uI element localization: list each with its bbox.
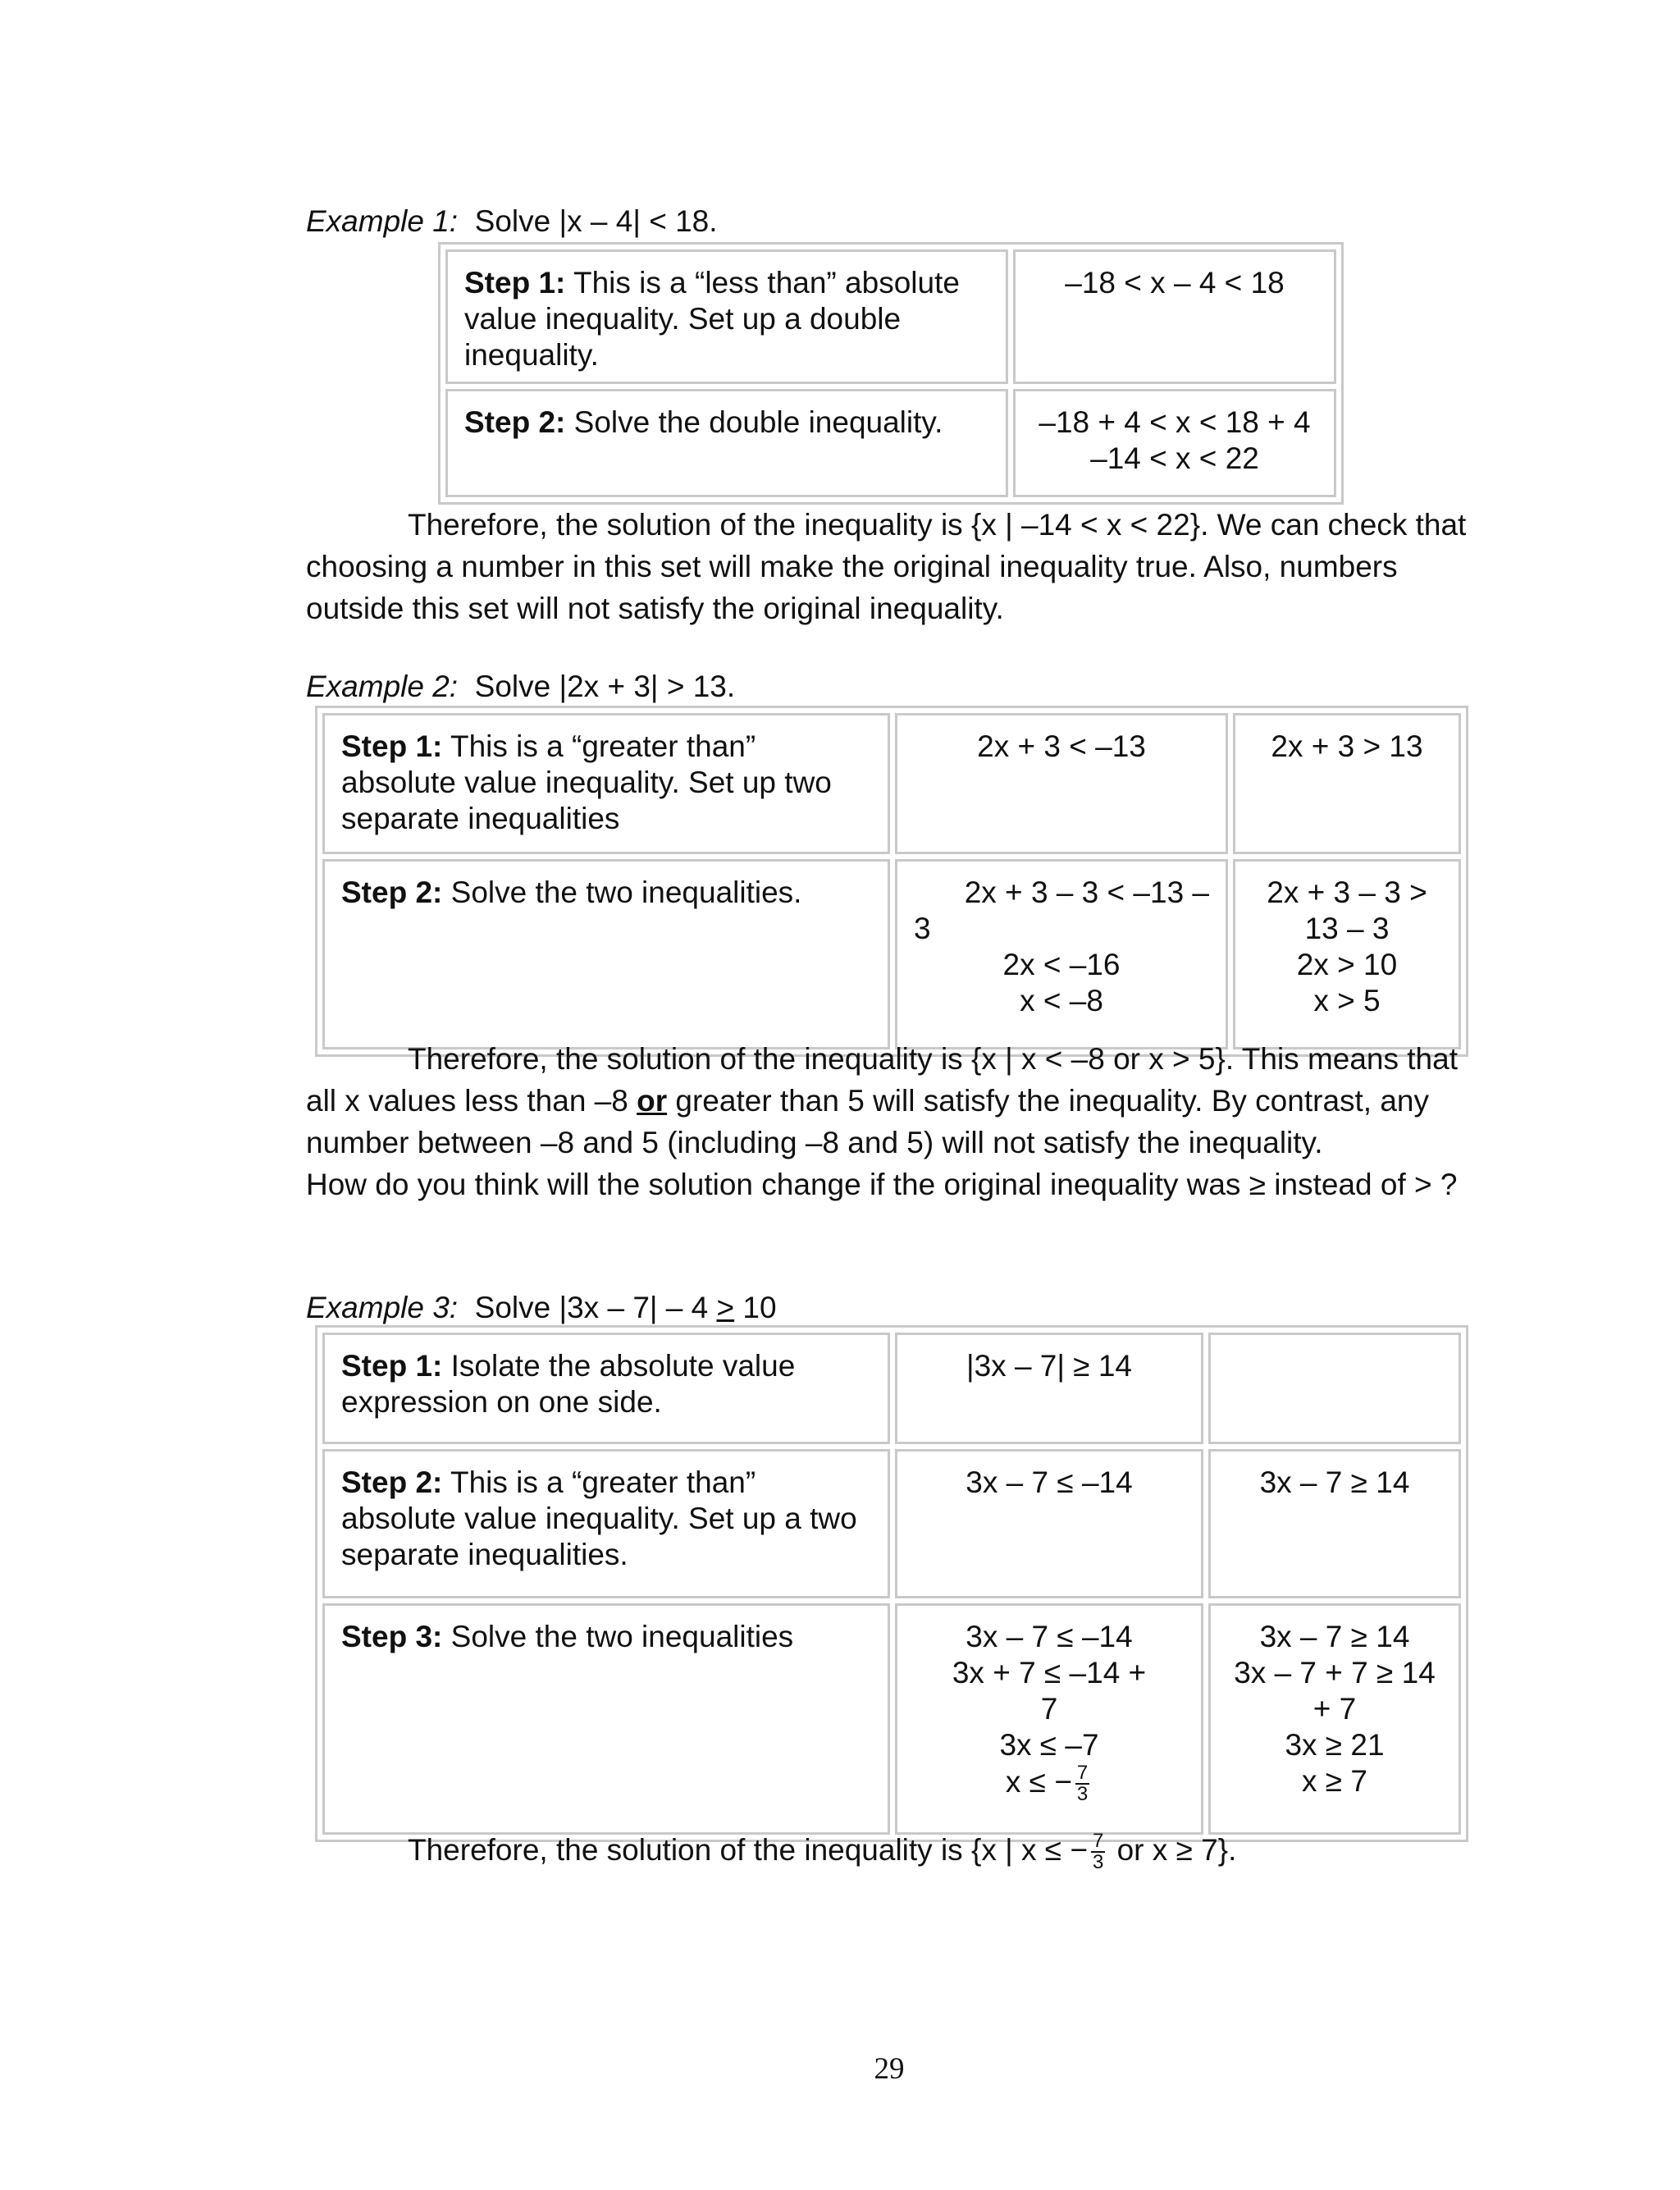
work-line: 3x ≥ 21 xyxy=(1285,1728,1385,1762)
work-cell xyxy=(895,1333,1203,1444)
example2-question: How do you think will the solution change if the original inequality was ≥ instead of > ? xyxy=(306,1168,1458,1201)
work-line: + 7 xyxy=(1312,1692,1357,1726)
table-row xyxy=(445,249,1336,384)
work-cell xyxy=(1013,389,1336,497)
example3-conclusion xyxy=(408,1831,1236,1872)
step-cell xyxy=(322,859,890,1049)
work-cell xyxy=(895,713,1228,854)
work-cell xyxy=(895,1449,1203,1598)
fraction-denominator: 3 xyxy=(1076,1783,1089,1805)
work-line: 3x – 7 ≤ –14 xyxy=(966,1620,1133,1653)
work-line: 13 – 3 xyxy=(1304,912,1390,945)
table-row xyxy=(322,1449,1461,1598)
work-line: –14 < x < 22 xyxy=(1090,441,1259,475)
work-text: 2x + 3 < –13 xyxy=(977,729,1146,763)
step-text: This is a “less than” absolute value inequality. Set up a double inequality. xyxy=(464,266,960,372)
work-text: 3x – 7 ≥ 14 xyxy=(1259,1465,1410,1499)
work-line-fraction xyxy=(914,1763,1185,1804)
table-row xyxy=(322,1333,1461,1444)
step-text: Isolate the absolute value expression on one side. xyxy=(341,1349,796,1419)
conclusion-text: Therefore, the solution of the inequality is {x | x < –8 or x > 5}. This means that all x values less than –8 xyxy=(306,1042,1458,1118)
step-text: This is a “greater than” absolute value inequality. Set up a two separate inequalities. xyxy=(341,1465,857,1571)
table-row xyxy=(445,389,1336,497)
fraction xyxy=(1091,1831,1105,1872)
work-cell xyxy=(1208,1603,1461,1835)
step-label: Step 3: xyxy=(341,1620,443,1653)
work-line: 3 xyxy=(914,912,931,945)
step-cell xyxy=(445,249,1008,384)
work-cell xyxy=(1208,1449,1461,1598)
work-line: x < –8 xyxy=(1020,984,1103,1017)
step-text: Solve the double inequality. xyxy=(573,405,943,439)
example2-title xyxy=(306,669,735,705)
work-text: 2x + 3 > 13 xyxy=(1271,729,1423,763)
work-cell xyxy=(1233,713,1461,854)
step-label: Step 2: xyxy=(341,1465,443,1499)
step-text: Solve the two inequalities. xyxy=(450,876,802,909)
example2-label: Example 2: xyxy=(306,670,459,703)
example1-problem: Solve |x – 4| < 18. xyxy=(474,204,718,238)
ge-sign: > xyxy=(716,1291,735,1324)
fraction-denominator: 3 xyxy=(1092,1851,1104,1873)
step-label: Step 1: xyxy=(464,266,566,299)
work-cell xyxy=(1208,1333,1461,1444)
example2-conclusion xyxy=(306,1038,1471,1164)
example1-title xyxy=(306,203,718,240)
work-cell xyxy=(895,859,1228,1049)
table-row xyxy=(322,859,1461,1049)
example3-title xyxy=(306,1290,777,1326)
step-cell xyxy=(322,1603,890,1835)
example1-conclusion: Therefore, the solution of the inequality is {x | –14 < x < 22}. We can check that choosing a number in this set will make the original inequality true. Also, numbers outside this set will not satisfy the original inequality. xyxy=(306,508,1467,625)
work-text: 3x – 7 ≤ –14 xyxy=(966,1465,1133,1499)
work-cell xyxy=(1233,859,1461,1049)
example2-problem: Solve |2x + 3| > 13. xyxy=(474,670,736,703)
conclusion-text: or x ≥ 7}. xyxy=(1116,1832,1237,1867)
step-label: Step 1: xyxy=(341,729,443,763)
example3-problem-rhs: 10 xyxy=(742,1291,777,1324)
step-cell xyxy=(322,713,890,854)
work-cell xyxy=(895,1603,1203,1835)
example3-label: Example 3: xyxy=(306,1291,459,1324)
table-row xyxy=(322,1603,1461,1835)
fraction xyxy=(1075,1763,1089,1804)
work-line: 3x + 7 ≤ –14 + xyxy=(952,1656,1147,1689)
work-line: 3x – 7 + 7 ≥ 14 xyxy=(1234,1656,1436,1689)
fraction-numerator: 7 xyxy=(1076,1762,1089,1784)
work-line: –18 + 4 < x < 18 + 4 xyxy=(1039,405,1311,439)
step-label: Step 1: xyxy=(341,1349,443,1383)
work-line: x ≥ 7 xyxy=(1302,1764,1367,1798)
example1-label: Example 1: xyxy=(306,204,459,238)
fraction-numerator: 7 xyxy=(1092,1830,1104,1852)
work-text: |3x – 7| ≥ 14 xyxy=(966,1349,1133,1383)
work-line: x ≤ − xyxy=(1005,1764,1072,1799)
conclusion-text: greater than 5 will satisfy the inequality. By contrast, any number between –8 and 5 (including –8 and 5) will not satisfy the inequality. xyxy=(306,1084,1430,1159)
conclusion-text: Therefore, the solution of the inequality is {x | x ≤ − xyxy=(408,1832,1088,1867)
page-number: 29 xyxy=(874,2052,905,2086)
work-line: 2x < –16 xyxy=(1002,948,1121,981)
work-cell xyxy=(1013,249,1336,384)
step-cell xyxy=(322,1449,890,1598)
step-text: Solve the two inequalities xyxy=(450,1620,794,1653)
work-line: 7 xyxy=(1040,1692,1058,1726)
work-line: 2x + 3 – 3 > xyxy=(1267,876,1427,909)
step-cell xyxy=(322,1333,890,1444)
step-cell xyxy=(445,389,1008,497)
example1-table xyxy=(438,242,1344,505)
step-label: Step 2: xyxy=(341,876,443,909)
example3-table xyxy=(315,1325,1468,1842)
step-text: This is a “greater than” absolute value inequality. Set up two separate inequalities xyxy=(341,729,832,835)
emphasis-or: or xyxy=(637,1084,668,1118)
example3-problem: Solve |3x – 7| – 4 xyxy=(474,1291,709,1324)
step-label: Step 2: xyxy=(464,405,566,439)
work-line: x > 5 xyxy=(1313,984,1381,1017)
table-row xyxy=(322,713,1461,854)
work-line: 2x > 10 xyxy=(1296,948,1398,981)
work-text: –18 < x – 4 < 18 xyxy=(1065,266,1285,299)
example2-table xyxy=(315,706,1468,1057)
work-line: 3x ≤ –7 xyxy=(999,1728,1099,1762)
work-line: 3x – 7 ≥ 14 xyxy=(1259,1620,1410,1653)
work-line: 2x + 3 – 3 < –13 – xyxy=(964,876,1209,909)
